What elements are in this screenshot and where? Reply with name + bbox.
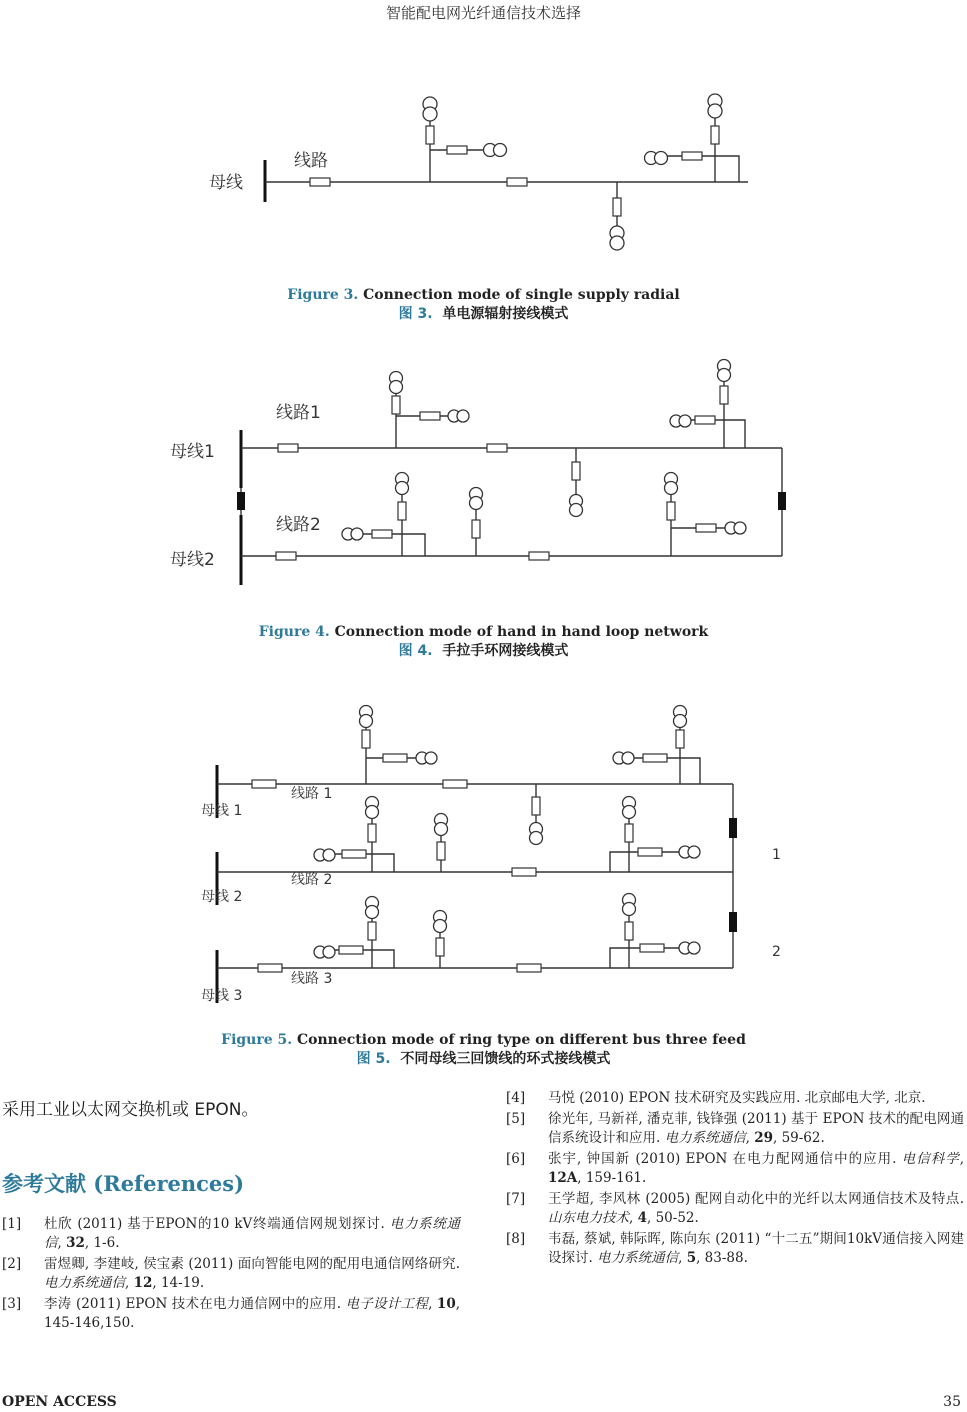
references-list-right (506, 1089, 964, 1270)
figure-5-diagram (0, 690, 967, 1020)
figure-5-caption-zh: 图 5. 不同母线三回馈线的环式接线模式 (356, 1051, 611, 1067)
fig4-bus1-label: 母线1 (170, 442, 215, 462)
references-list-left (2, 1215, 460, 1335)
fig5-bus3-label: 母线 3 (201, 988, 243, 1004)
fig5-line2-label: 线路 2 (291, 872, 333, 888)
fig5-line1-label: 线路 1 (291, 786, 333, 802)
fig5-bus1-label: 母线 1 (201, 803, 243, 819)
reference-item: [4] 马悦 (2010) EPON 技术研究及实践应用. 北京邮电大学, 北京. (506, 1090, 926, 1106)
figure-5-caption-en: Figure 5. Connection mode of ring type on different bus three feed (221, 1032, 746, 1048)
figure-4-diagram (0, 350, 967, 600)
page-number: 35 (943, 1394, 961, 1410)
fig3-bus-label: 母线 (209, 173, 243, 193)
reference-item: [5] 徐光年, 马新祥, 潘克菲, 钱锋强 (2011) 基于 EPON 技术的配电网通信系统设计和应用. 电力系统通信, 29, 59-62. (506, 1111, 964, 1146)
fig5-switch1-label: 1 (772, 847, 781, 863)
figure-4-caption-zh: 图 4. 手拉手环网接线模式 (398, 643, 569, 659)
reference-item: [6] 张宇, 钟国新 (2010) EPON 在电力配网通信中的应用. 电信科学, 12A, 159-161. (506, 1151, 965, 1186)
fig4-line2-label: 线路2 (276, 515, 321, 535)
references-heading: 参考文献 (References) (2, 1171, 245, 1196)
open-access-label: OPEN ACCESS (2, 1394, 117, 1410)
fig3-line-label: 线路 (294, 151, 328, 171)
figure-4-caption-en: Figure 4. Connection mode of hand in hand loop network (258, 624, 709, 640)
figure-3-caption-en: Figure 3. Connection mode of single supply radial (287, 287, 680, 303)
fig4-bus2-label: 母线2 (170, 550, 215, 570)
fig5-switch2-label: 2 (772, 944, 781, 960)
figure-3-diagram (0, 90, 967, 290)
reference-item: [2] 雷煜卿, 李建岐, 侯宝素 (2011) 面向智能电网的配用电通信网络研究. 电力系统通信, 12, 14-19. (2, 1256, 460, 1291)
fig4-line1-label: 线路1 (276, 403, 321, 423)
reference-item: [7] 王学超, 李风林 (2005) 配网自动化中的光纤以太网通信技术及特点. 山东电力技术, 4, 50-52. (506, 1191, 964, 1226)
reference-item: [3] 李涛 (2011) EPON 技术在电力通信网中的应用. 电子设计工程, 10, 145-146,150. (2, 1296, 461, 1331)
reference-item: [1] 杜欣 (2011) 基于EPON的10 kV终端通信网规划探讨. 电力系统通信, 32, 1-6. (2, 1216, 460, 1251)
fig5-bus2-label: 母线 2 (201, 889, 243, 905)
body-paragraph: 采用工业以太网交换机或 EPON。 (2, 1100, 259, 1120)
running-title: 智能配电网光纤通信技术选择 (385, 4, 581, 22)
figure-3-caption-zh: 图 3. 单电源辐射接线模式 (398, 306, 569, 322)
fig5-line3-label: 线路 3 (291, 971, 333, 987)
reference-item: [8] 韦磊, 蔡斌, 韩际晖, 陈向东 (2011) “十二五”期间10kV通信接入网建设探讨. 电力系统通信, 5, 83-88. (506, 1231, 964, 1266)
